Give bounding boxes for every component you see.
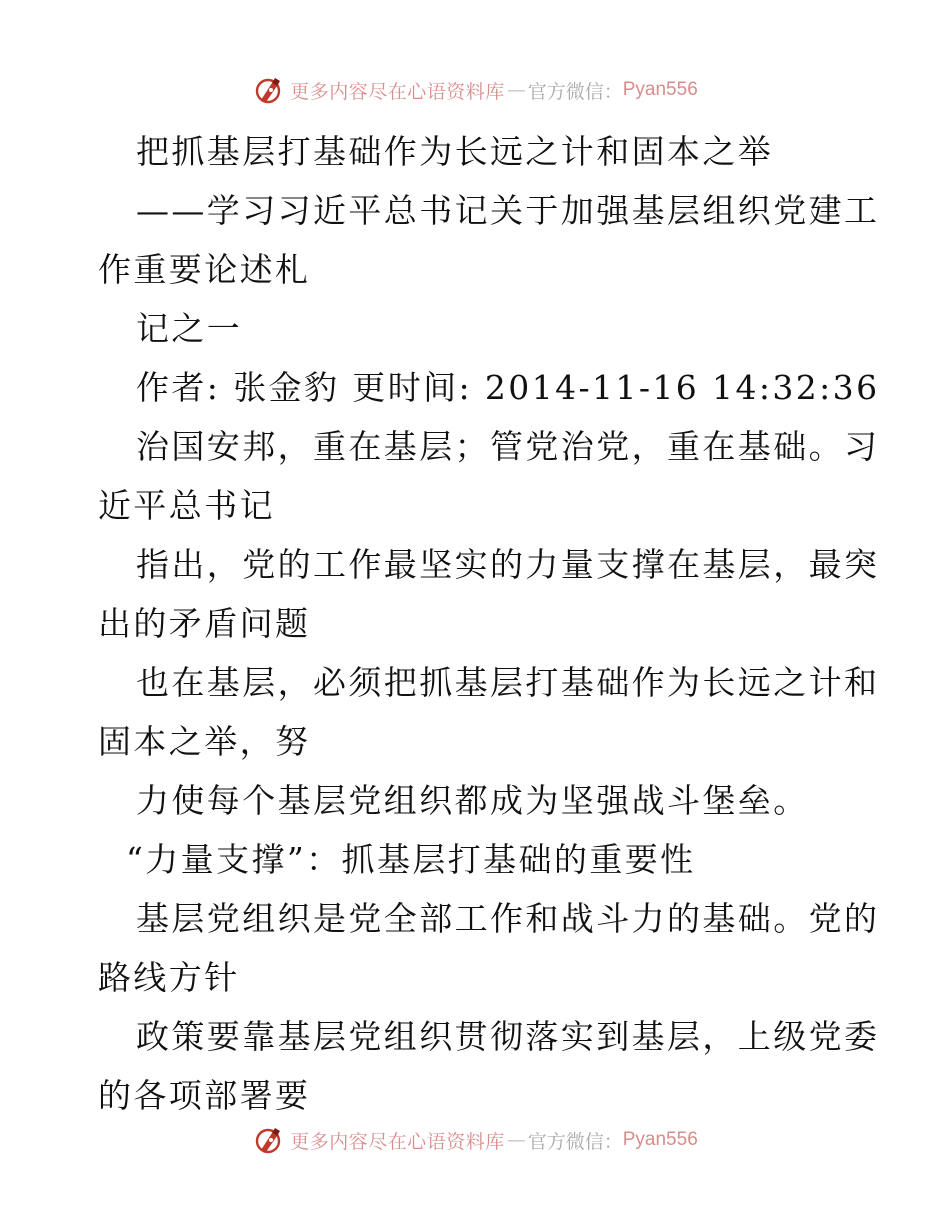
paragraph-line: 的各项部署要 [98,1076,311,1115]
watermark-text: 更多内容尽在心语资料库 [290,80,505,103]
paragraph-line: 治国安邦，重在基层；管党治党，重在基础。习 [136,427,880,466]
watermark-wechat-id: Pyan556 [622,79,698,100]
paragraph-line: 出的矛盾问题 [98,604,311,643]
paragraph-line: 路线方针 [98,958,240,997]
watermark-separator: — [506,79,526,101]
paragraph-line: 力使每个基层党组织都成为坚强战斗堡垒。 [136,781,809,820]
watermark-header [0,72,950,108]
article-subtitle-line: 记之一 [136,309,243,348]
paragraph-line: 指出，党的工作最坚实的力量支撑在基层，最突 [136,545,880,584]
article-subtitle-line: 作重要论述札 [98,250,311,289]
paragraph-line: 政策要靠基层党组织贯彻落实到基层，上级党委 [136,1017,880,1056]
pen-nib-logo-icon [252,1124,284,1156]
article-byline: 作者: 张金豹 更时间: 2014-11-16 14:32:36 [136,368,880,407]
paragraph-line: 也在基层，必须把抓基层打基础作为长远之计和 [136,663,880,702]
section-heading: “力量支撑”：抓基层打基础的重要性 [126,840,696,879]
paragraph-line: 基层党组织是党全部工作和战斗力的基础。党的 [136,899,880,938]
watermark-text: 更多内容尽在心语资料库 [290,1130,505,1153]
watermark-wechat-id: Pyan556 [622,1129,698,1150]
watermark-wechat-label: 官方微信： [527,1130,623,1153]
paragraph-line: 固本之举，努 [98,722,311,761]
article-title: 把抓基层打基础作为长远之计和固本之举 [136,132,774,171]
article-body [98,122,880,1125]
watermark-wechat-label: 官方微信： [527,80,623,103]
article-subtitle-line: ——学习习近平总书记关于加强基层组织党建工 [136,191,880,230]
watermark-separator: — [506,1129,526,1151]
watermark-footer [0,1122,950,1158]
paragraph-line: 近平总书记 [98,486,275,525]
pen-nib-logo-icon [252,74,284,106]
